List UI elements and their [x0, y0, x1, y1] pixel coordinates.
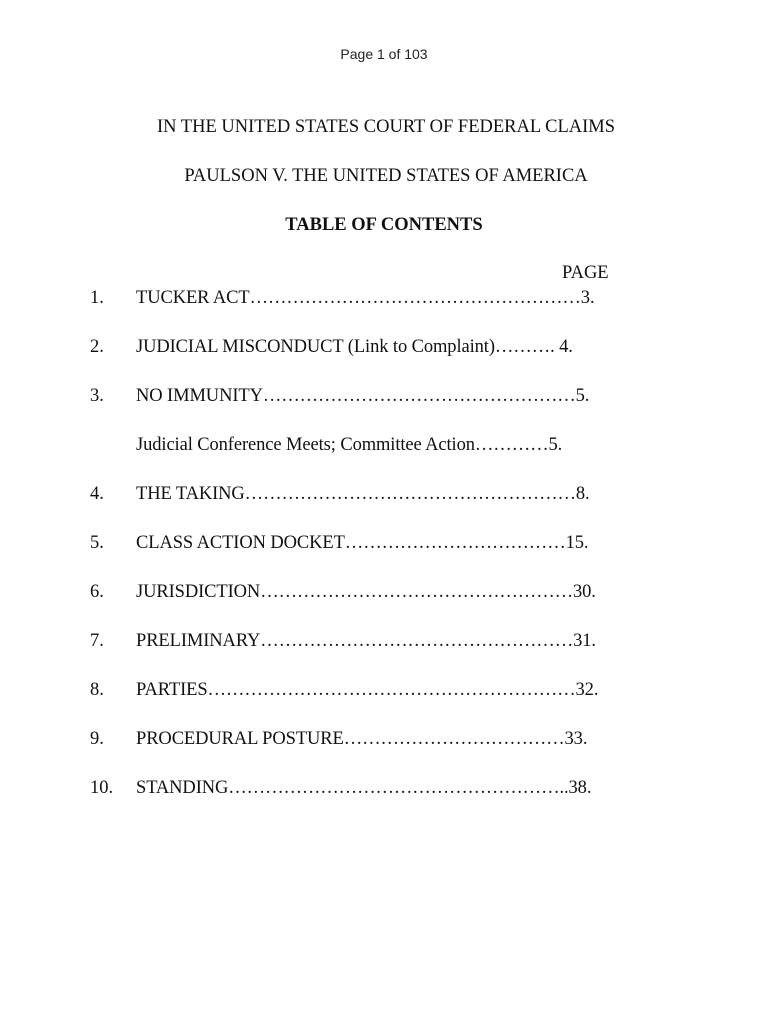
toc-entry[interactable] [0, 582, 768, 608]
toc-entry-text: PRELIMINARY……………………………………………31. [136, 631, 596, 651]
toc-entry-text: NO IMMUNITY……………………………………………5. [136, 386, 590, 406]
toc-entry-text: TUCKER ACT………………………………………………3. [136, 288, 595, 308]
case-title: PAULSON V. THE UNITED STATES OF AMERICA [184, 166, 588, 186]
toc-entry-text: CLASS ACTION DOCKET………………………………15. [136, 533, 589, 553]
toc-entry-text: JUDICIAL MISCONDUCT (Link to Complaint)………. 4. [136, 337, 573, 357]
toc-entry-number: 4. [90, 484, 104, 504]
toc-entry[interactable] [0, 484, 768, 510]
court-heading: IN THE UNITED STATES COURT OF FEDERAL CLAIMS [156, 117, 616, 137]
toc-entry[interactable] [0, 288, 768, 314]
toc-entry-text: THE TAKING………………………………………………8. [136, 484, 590, 504]
toc-entry-number: 8. [90, 680, 104, 700]
toc-entry-number: 2. [90, 337, 104, 357]
page-column-label: PAGE [562, 263, 609, 283]
toc-entry-number: 1. [90, 288, 104, 308]
toc-entry-number: 7. [90, 631, 104, 651]
toc-entry[interactable] [0, 680, 768, 706]
toc-entry[interactable] [0, 631, 768, 657]
toc-entry-number: 10. [90, 778, 114, 798]
toc-entry[interactable] [0, 386, 768, 412]
toc-entry[interactable] [0, 729, 768, 755]
toc-entry-number: 5. [90, 533, 104, 553]
toc-entry[interactable] [0, 533, 768, 559]
toc-entry-text: Judicial Conference Meets; Committee Action…………5. [136, 435, 563, 455]
toc-heading: TABLE OF CONTENTS [285, 215, 483, 235]
page-indicator: Page 1 of 103 [340, 46, 428, 62]
toc-subentry[interactable] [0, 435, 768, 461]
toc-entry-text: STANDING………………………………………………..38. [136, 778, 592, 798]
toc-entry[interactable] [0, 778, 768, 804]
toc-entry-text: JURISDICTION……………………………………………30. [136, 582, 596, 602]
toc-entry-text: PARTIES……………………………………………………32. [136, 680, 599, 700]
toc-entry-number: 3. [90, 386, 104, 406]
toc-entry-number: 6. [90, 582, 104, 602]
toc-entry-number: 9. [90, 729, 104, 749]
toc-entry-text: PROCEDURAL POSTURE………………………………33. [136, 729, 588, 749]
toc-entry[interactable] [0, 337, 768, 363]
